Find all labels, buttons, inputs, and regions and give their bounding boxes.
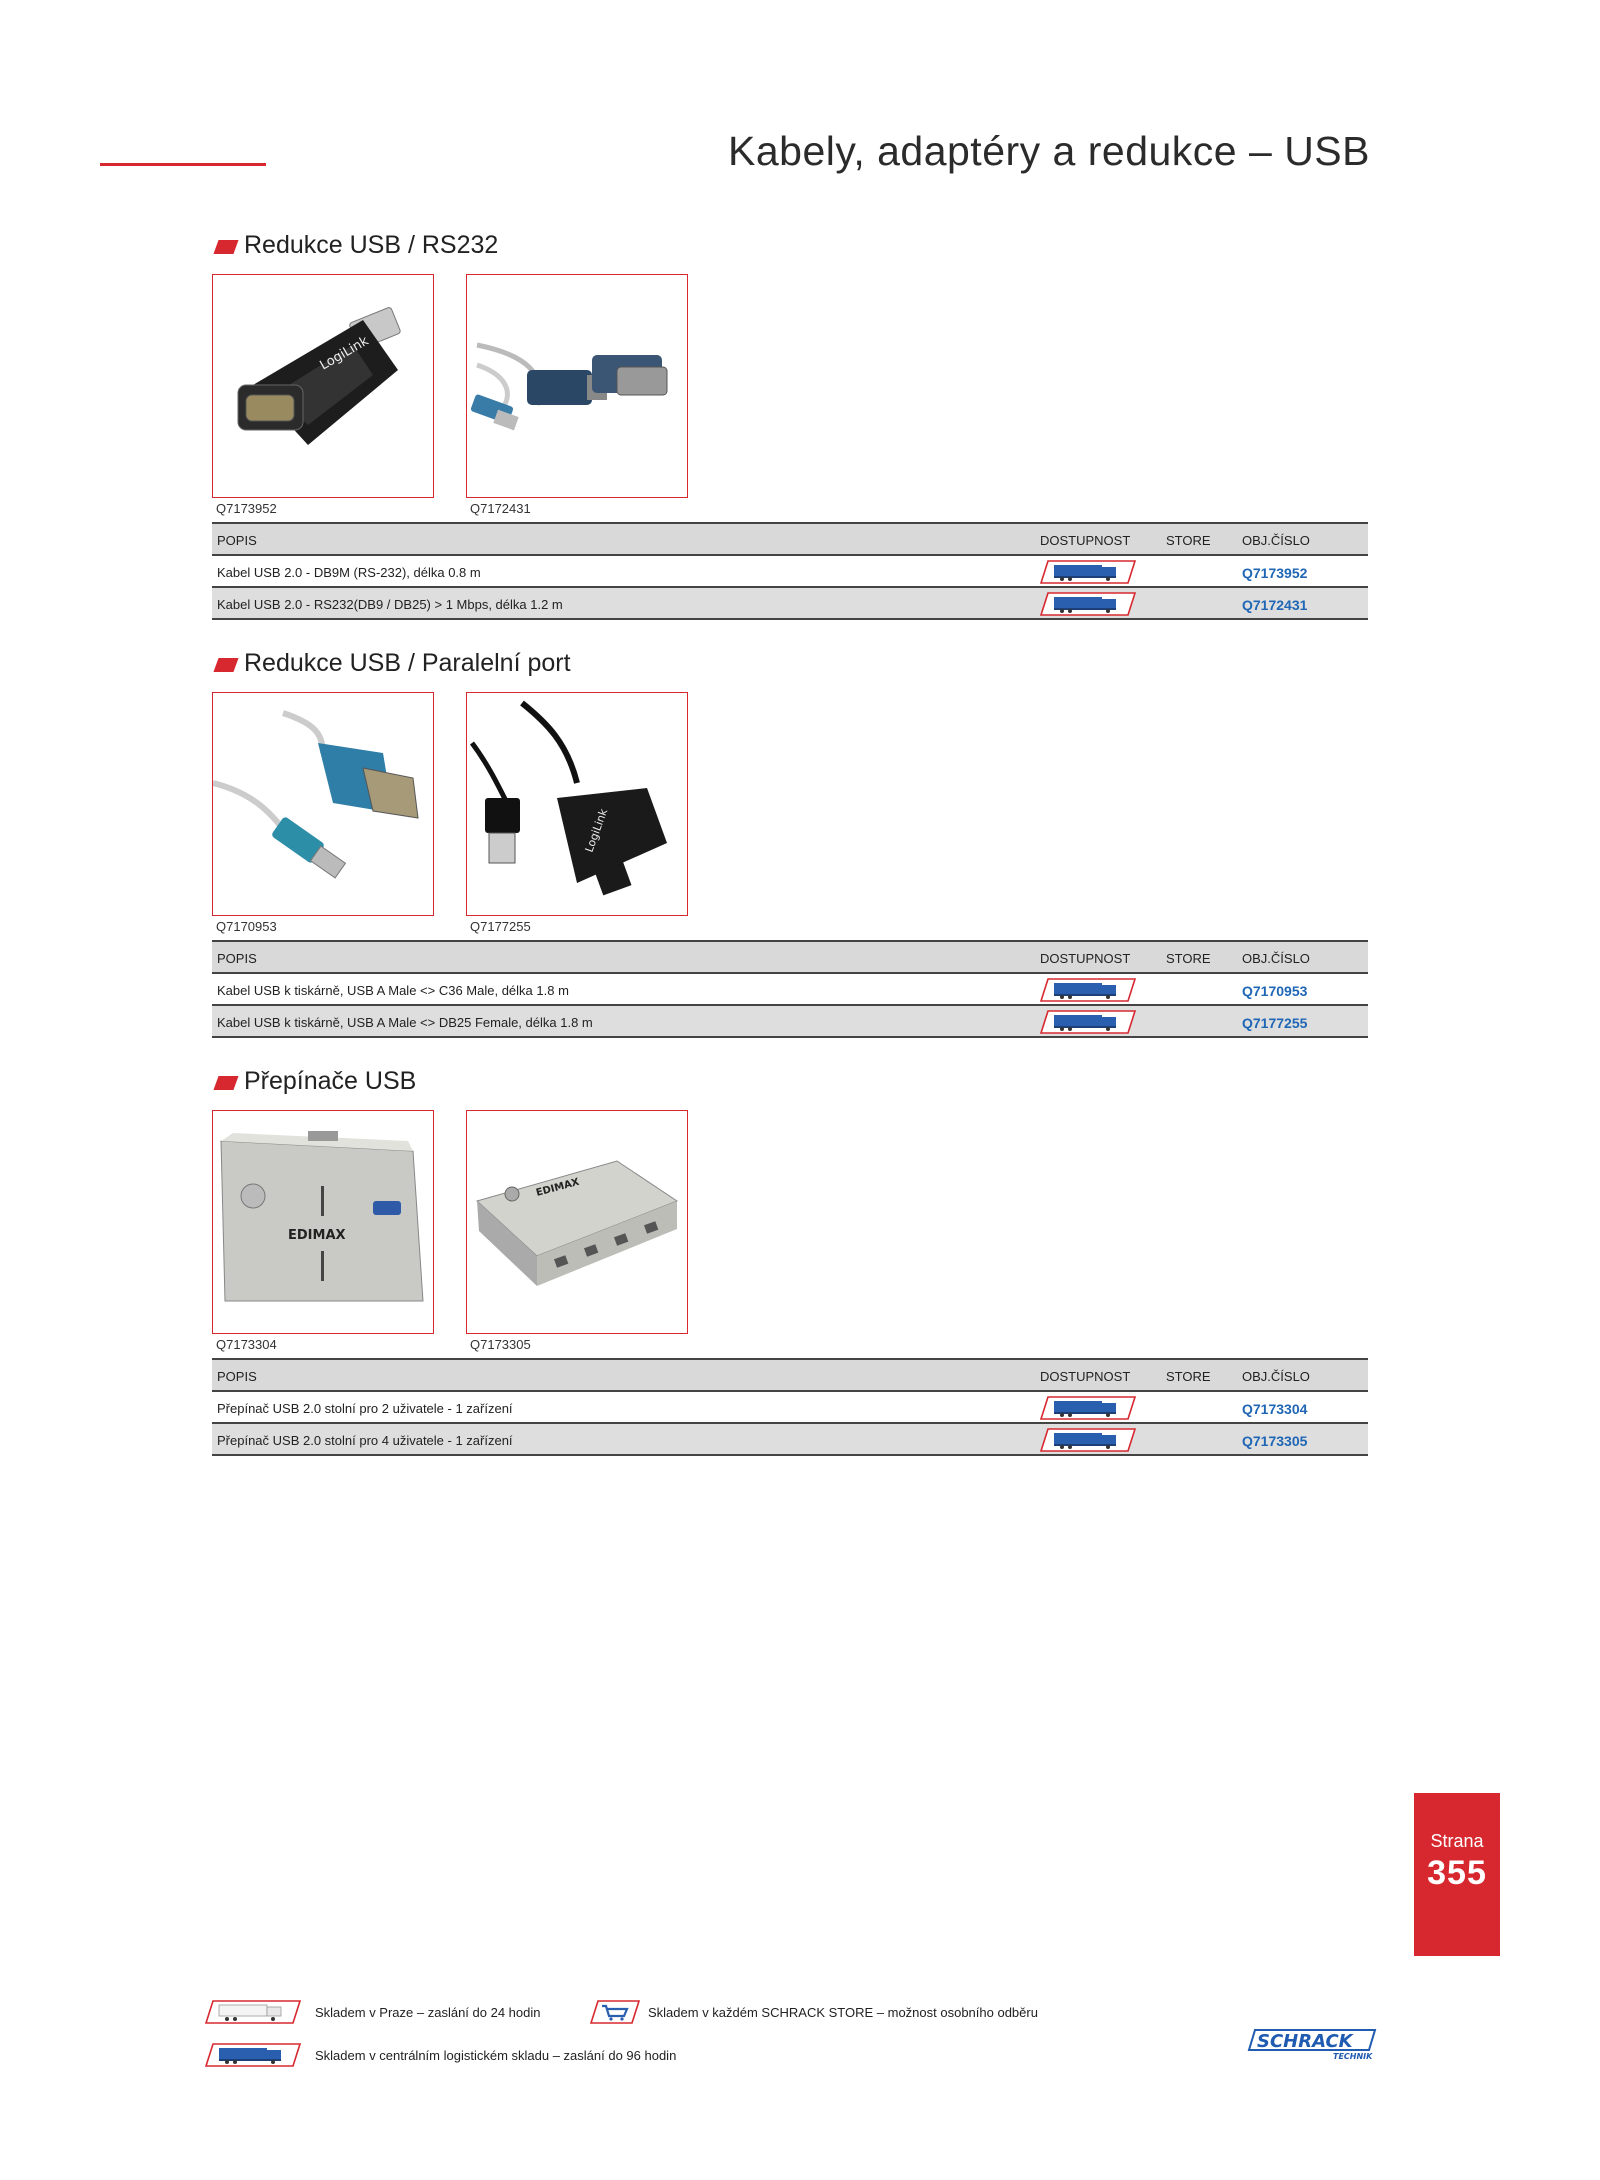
col-desc: POPIS [217,951,257,966]
section-heading [212,648,1368,684]
product-code: Q7173952 [216,501,277,516]
central-warehouse-truck-icon [1040,1010,1136,1034]
table-row [212,556,1368,588]
table-header [212,1360,1368,1392]
product-card[interactable] [466,274,688,516]
page-number-badge [1414,1793,1500,1956]
central-warehouse-truck-icon [1040,1428,1136,1452]
col-desc: POPIS [217,1369,257,1384]
col-store: STORE [1166,533,1211,548]
usb-db9-adapter-image [212,274,434,498]
header-rule [100,163,266,166]
section-usb-switches [212,1066,1368,1456]
order-code-link[interactable]: Q7173952 [1242,565,1308,581]
svg-text:TECHNIK: TECHNIK [1333,2052,1373,2061]
legend-central-text: Skladem v centrálním logistickém skladu – zaslání do 96 hodin [315,2048,677,2063]
section-marker-icon [213,658,238,672]
section-title: Redukce USB / Paralelní port [244,649,571,677]
col-code: OBJ.ČÍSLO [1242,1369,1310,1384]
order-code-link[interactable]: Q7173304 [1242,1401,1308,1417]
table-header [212,524,1368,556]
page-label: Strana [1430,1831,1484,1851]
usb-centronics-cable-image [212,692,434,916]
section-heading [212,1066,1368,1102]
product-card[interactable] [212,1110,434,1352]
svg-text:LogiLink: LogiLink [317,333,372,374]
svg-text:LogiLink: LogiLink [582,807,611,855]
product-card[interactable] [212,692,434,934]
central-warehouse-truck-icon [1040,592,1136,616]
product-card[interactable] [466,1110,688,1352]
product-table [212,940,1368,1038]
central-warehouse-truck-icon [205,2043,301,2067]
central-warehouse-truck-icon [1040,560,1136,584]
product-images [212,692,1368,936]
page-title: Kabely, adaptéry a redukce – USB [728,128,1370,174]
col-avail: DOSTUPNOST [1040,1369,1131,1384]
section-usb-parallel [212,648,1368,1038]
row-desc: Kabel USB k tiskárně, USB A Male <> C36 Male, délka 1.8 m [217,983,569,998]
product-code: Q7170953 [216,919,277,934]
central-warehouse-truck-icon [1040,978,1136,1002]
usb-db25-cable-image [466,692,688,916]
svg-text:SCHRACK: SCHRACK [1257,2031,1353,2052]
table-row [212,1006,1368,1038]
order-code-link[interactable]: Q7177255 [1242,1015,1308,1031]
prague-truck-icon [205,2000,301,2024]
col-code: OBJ.ČÍSLO [1242,951,1310,966]
section-marker-icon [213,1076,238,1090]
col-desc: POPIS [217,533,257,548]
svg-text:EDIMAX: EDIMAX [534,1176,581,1199]
product-table [212,522,1368,620]
col-store: STORE [1166,1369,1211,1384]
col-avail: DOSTUPNOST [1040,533,1131,548]
usb-switch-4port-image [466,1110,688,1334]
schrack-logo [1247,2028,1377,2062]
usb-switch-2port-image [212,1110,434,1334]
table-row [212,1392,1368,1424]
legend-prague-text: Skladem v Praze – zaslání do 24 hodin [315,2005,541,2020]
section-title: Přepínače USB [244,1067,417,1095]
order-code-link[interactable]: Q7170953 [1242,983,1308,999]
order-code-link[interactable]: Q7173305 [1242,1433,1308,1449]
col-code: OBJ.ČÍSLO [1242,533,1310,548]
legend-store-text: Skladem v každém SCHRACK STORE – možnost osobního odběru [648,2005,1038,2020]
product-code: Q7173304 [216,1337,277,1352]
order-code-link[interactable]: Q7172431 [1242,597,1308,613]
product-code: Q7177255 [470,919,531,934]
usb-rs232-cable-image [466,274,688,498]
section-heading [212,230,1368,266]
table-row [212,588,1368,620]
section-marker-icon [213,240,238,254]
product-code: Q7172431 [470,501,531,516]
product-card[interactable] [466,692,688,934]
row-desc: Kabel USB 2.0 - DB9M (RS-232), délka 0.8 m [217,565,481,580]
product-code: Q7173305 [470,1337,531,1352]
row-desc: Kabel USB 2.0 - RS232(DB9 / DB25) > 1 Mbps, délka 1.2 m [217,597,563,612]
col-store: STORE [1166,951,1211,966]
product-images [212,274,1368,518]
section-title: Redukce USB / RS232 [244,231,499,259]
row-desc: Přepínač USB 2.0 stolní pro 4 uživatele - 1 zařízení [217,1433,513,1448]
table-row [212,974,1368,1006]
table-header [212,942,1368,974]
table-row [212,1424,1368,1456]
product-card[interactable] [212,274,434,516]
section-usb-rs232 [212,230,1368,620]
svg-text:EDIMAX: EDIMAX [288,1228,346,1243]
product-table [212,1358,1368,1456]
central-warehouse-truck-icon [1040,1396,1136,1420]
col-avail: DOSTUPNOST [1040,951,1131,966]
store-cart-icon [590,2000,640,2024]
row-desc: Přepínač USB 2.0 stolní pro 2 uživatele - 1 zařízení [217,1401,513,1416]
product-images [212,1110,1368,1354]
page-number: 355 [1427,1854,1487,1892]
row-desc: Kabel USB k tiskárně, USB A Male <> DB25 Female, délka 1.8 m [217,1015,593,1030]
